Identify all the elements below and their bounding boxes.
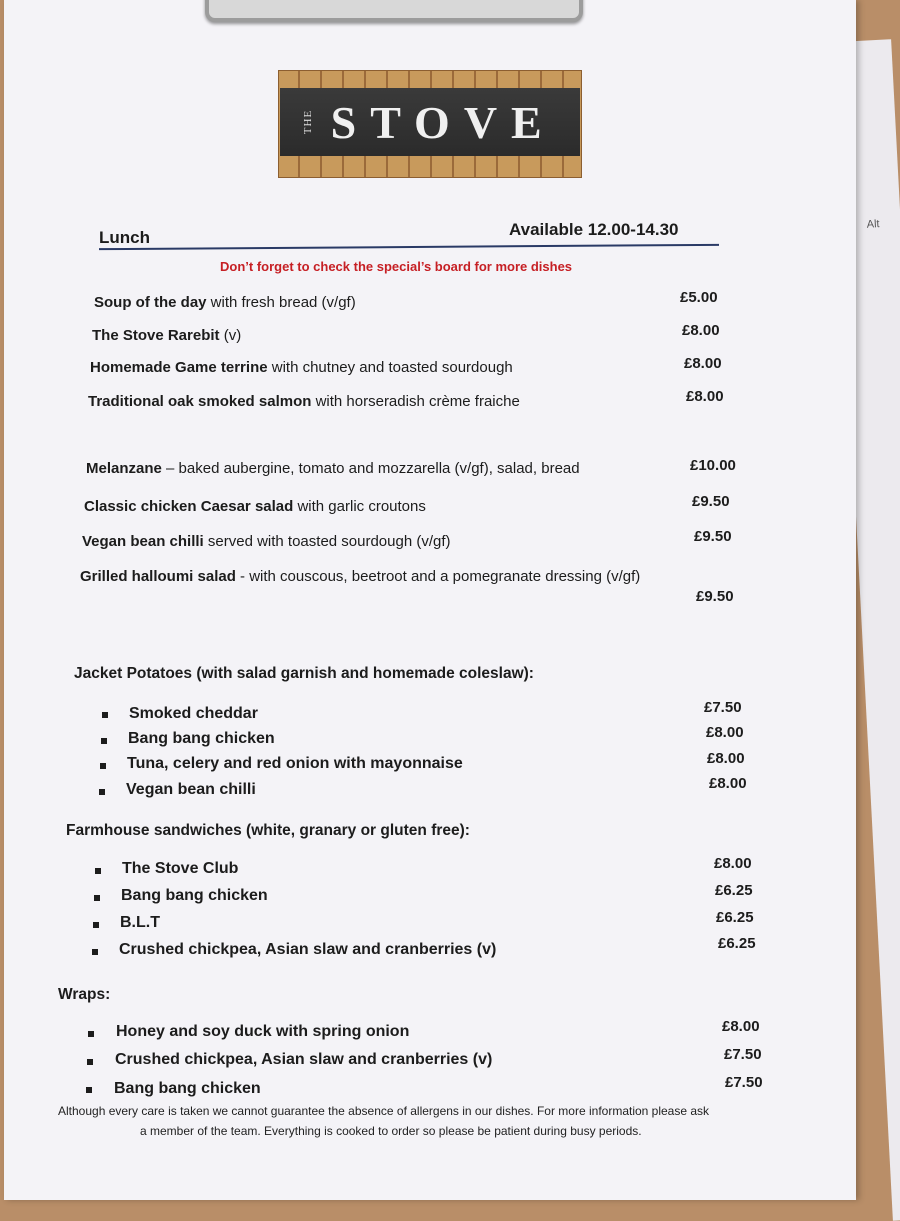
wrap-item: Honey and soy duck with spring onion xyxy=(116,1023,410,1040)
logo-name: STOVE xyxy=(330,96,556,148)
bullet xyxy=(93,922,99,928)
item-desc: served with toasted sourdough (v/gf) xyxy=(203,533,451,550)
availability-text: Available 12.00-14.30 xyxy=(509,220,679,239)
adjacent-sheet-text: Alt xyxy=(866,218,880,231)
item-price: £8.00 xyxy=(706,724,744,741)
jacket-item: Vegan bean chilli xyxy=(126,781,256,798)
bullet xyxy=(101,738,107,744)
sandwich-item: B.L.T xyxy=(120,914,160,931)
item-name: The Stove Rarebit xyxy=(92,327,220,344)
bullet xyxy=(88,1031,94,1037)
main-item xyxy=(82,533,451,550)
item-desc: with chutney and toasted sourdough xyxy=(267,359,513,376)
menu-title: Lunch xyxy=(99,228,150,247)
item-price: £8.00 xyxy=(684,355,722,372)
item-price: £8.00 xyxy=(714,855,752,872)
item-price: £7.50 xyxy=(724,1046,762,1063)
clipboard-clip xyxy=(205,0,583,22)
starter-item xyxy=(94,294,356,311)
specials-note: Don’t forget to check the special’s board for more dishes xyxy=(220,259,573,274)
header-rule xyxy=(99,244,719,250)
item-name: Traditional oak smoked salmon xyxy=(88,393,312,410)
jacket-item: Smoked cheddar xyxy=(129,705,258,722)
sandwich-item: Bang bang chicken xyxy=(121,887,268,904)
main-item xyxy=(80,568,640,585)
bullet xyxy=(94,895,100,901)
item-price: £8.00 xyxy=(707,750,745,767)
starter-item xyxy=(92,327,241,344)
bullet xyxy=(87,1059,93,1065)
item-desc: (v) xyxy=(219,327,242,344)
item-price: £5.00 xyxy=(680,289,718,306)
item-price: £6.25 xyxy=(716,909,754,926)
item-price: £7.50 xyxy=(725,1074,763,1091)
item-price: £9.50 xyxy=(696,588,734,605)
item-desc: with fresh bread (v/gf) xyxy=(206,294,356,311)
bullet xyxy=(99,789,105,795)
item-desc: - with couscous, beetroot and a pomegranate dressing (v/gf) xyxy=(235,568,641,585)
wrap-item: Crushed chickpea, Asian slaw and cranberries (v) xyxy=(115,1051,493,1068)
logo-prefix: THE xyxy=(302,109,315,135)
starter-item xyxy=(90,359,513,376)
jacket-item: Tuna, celery and red onion with mayonnaise xyxy=(127,755,463,772)
item-name: Vegan bean chilli xyxy=(82,533,204,550)
item-name: Classic chicken Caesar salad xyxy=(84,498,294,515)
jacket-heading: Jacket Potatoes (with salad garnish and homemade coleslaw): xyxy=(74,665,534,682)
item-desc: with garlic croutons xyxy=(293,498,426,515)
item-price: £9.50 xyxy=(692,493,730,510)
sandwiches-heading: Farmhouse sandwiches (white, granary or gluten free): xyxy=(66,822,470,839)
item-price: £6.25 xyxy=(715,882,753,899)
main-item xyxy=(84,498,426,515)
wrap-item: Bang bang chicken xyxy=(114,1080,261,1097)
starter-item xyxy=(88,393,520,410)
bullet xyxy=(92,949,98,955)
item-desc: with horseradish crème fraiche xyxy=(311,393,520,410)
bullet xyxy=(86,1087,92,1093)
bullet xyxy=(100,763,106,769)
bullet xyxy=(102,712,108,718)
item-name: Soup of the day xyxy=(94,294,207,311)
logo-plate xyxy=(280,88,580,156)
bullet xyxy=(95,868,101,874)
item-price: £9.50 xyxy=(694,528,732,545)
item-price: £6.25 xyxy=(718,935,756,952)
item-price: £8.00 xyxy=(709,775,747,792)
item-price: £8.00 xyxy=(722,1018,760,1035)
wraps-heading: Wraps: xyxy=(58,986,111,1003)
item-name: Grilled halloumi salad xyxy=(80,568,236,585)
jacket-item: Bang bang chicken xyxy=(128,730,275,747)
sandwich-item: Crushed chickpea, Asian slaw and cranberries (v) xyxy=(119,941,497,958)
item-name: Homemade Game terrine xyxy=(90,359,268,376)
sandwich-item: The Stove Club xyxy=(122,860,239,877)
the-stove-logo xyxy=(278,70,582,178)
item-price: £8.00 xyxy=(686,388,724,405)
cooking-notice: a member of the team. Everything is cooked to order so please be patient during busy periods. xyxy=(140,1124,642,1138)
item-desc: – baked aubergine, tomato and mozzarella (v/gf), salad, bread xyxy=(161,460,580,477)
item-price: £8.00 xyxy=(682,322,720,339)
item-name: Melanzane xyxy=(86,460,162,477)
allergen-disclaimer: Although every care is taken we cannot guarantee the absence of allergens in our dishes. For more information please ask xyxy=(58,1104,710,1118)
menu-page xyxy=(4,0,856,1200)
main-item xyxy=(86,460,580,477)
item-price: £7.50 xyxy=(704,699,742,716)
item-price: £10.00 xyxy=(690,457,736,474)
